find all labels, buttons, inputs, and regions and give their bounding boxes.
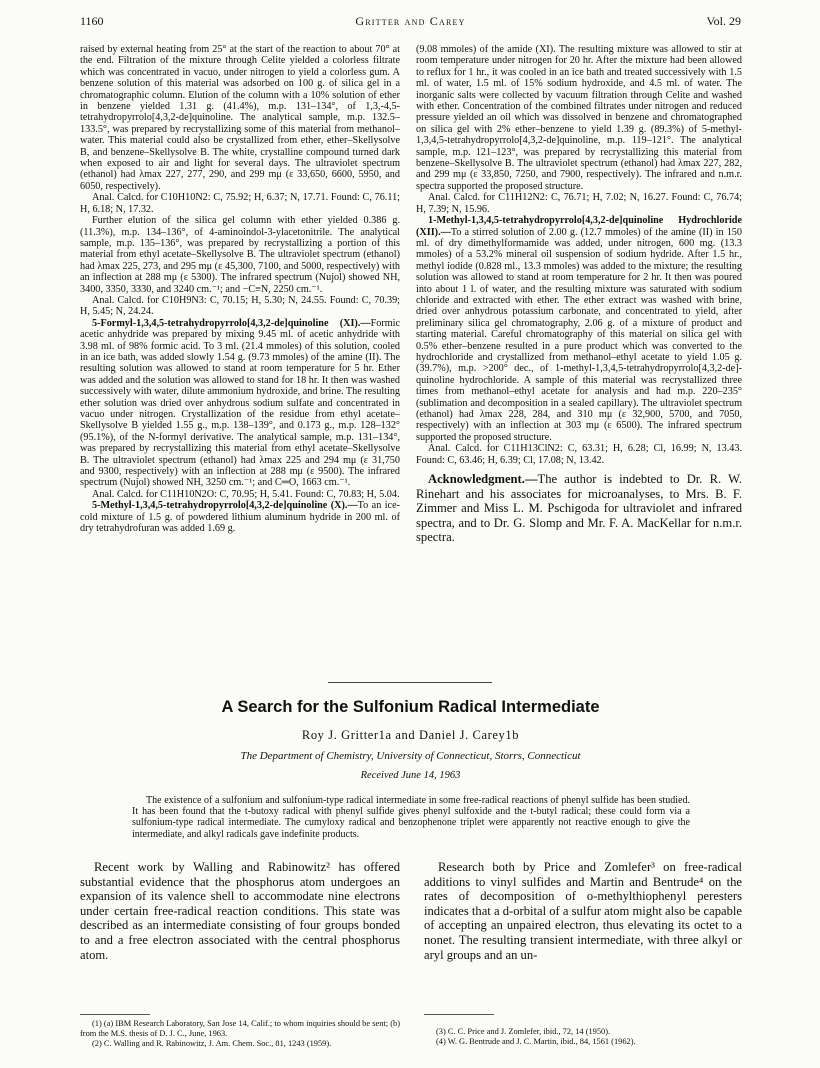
acknowledgment-heading: Acknowledgment.— — [428, 472, 538, 487]
paragraph — [80, 500, 400, 534]
paragraph-text: Formic acetic anhydride was prepared by mixing 9.45 ml. of acetic anhydride with 3.98 ml. of 98% formic acid. To 3 ml. (21.4 mmoles) of this solution, cooled in an ice bath, was added slowly 1.54 g. (9.73 mmoles) of the amine (II). The resulting solution was allowed to stand at room temperature for 5 hr. Ether was added and the solution was allowed to stand for 18 hr. It then was washed successively with water, dilute ammonium hydroxide, and brine. The resulting ether solution was dried over anhydrous sodium sulfate and concentrated in vacuo under nitrogen. Crystallization of the residue from ethyl acetate–Skellysolve B yielded 1.55 g., m.p. 138–139°, and 0.173 g., m.p. 128–132° (95.1%), of the N-formyl derivative. The analytical sample, m.p. 131–134°, was prepared by recrystallizing this material from ethyl acetate–Skellysolve B. The ultraviolet spectrum (ethanol) had λmax 225 and 294 mμ (ε 31,750 and 9300, respectively) with an inflection at 288 mμ (ε 9500). The infrared spectrum (Nujol) showed NH, 3250 cm.⁻¹; and C═O, 1663 cm.⁻¹. — [80, 317, 400, 489]
footnote-rule — [80, 1014, 150, 1015]
right-column — [416, 44, 742, 545]
acknowledgment-text: The author is indebted to Dr. R. W. Rinehart and his associates for microanalyses, to Mrs. B. F. Zimmer and Miss L. M. Pschigoda for ultraviolet and infrared spectra, and to Dr. G. Slomp and Mr. F. A. MacKellar for n.m.r. spectra. — [416, 472, 742, 545]
footnote: (4) W. G. Bentrude and J. C. Martin, ibid., 84, 1561 (1962). — [436, 1037, 636, 1046]
article-affiliation: The Department of Chemistry, University of Connecticut, Storrs, Connecticut — [240, 750, 581, 762]
footnotes-left — [80, 1019, 400, 1049]
analysis-line: Anal. Calcd. for C11H10N2O: C, 70.95; H, 5.41. Found: C, 70.83; H, 5.04. — [92, 488, 400, 500]
body-right: Research both by Price and Zomlefer³ on free-radical additions to vinyl sulfides and Martin and Bentrude⁴ on the rates of decomposition of o-methylthiophenyl peresters indicates that a d-orbital of a sulfur atom might also be capable of accepting an unpaired electron, thus elevating its octet to a nonet. The resulting transient intermediate, with three alkyl or aryl groups and an un- — [424, 860, 742, 962]
analysis-line: Anal. Calcd. for C11H12N2: C, 76.71; H, 7.02; N, 16.27. Found: C, 76.74; H, 7.39; N, 15.96. — [416, 192, 742, 215]
analysis-line: Anal. Calcd. for C11H13ClN2: C, 63.31; H, 6.28; Cl, 16.99; N, 13.43. Found: C, 63.46; H, 6.39; Cl, 17.08; N, 13.42. — [416, 443, 742, 466]
footnote: (3) C. C. Price and J. Zomlefer, ibid., 72, 14 (1950). — [436, 1027, 611, 1036]
volume-label: Vol. 29 — [706, 14, 741, 28]
section-divider — [328, 682, 492, 683]
footnote-rule — [424, 1014, 494, 1015]
paragraph: Further elution of the silica gel column with ether yielded 0.386 g. (11.3%), m.p. 134–136°, of 4-aminoindol-3-ylacetonitrile. The analytical sample, m.p. 135–136°, was prepared by recrystallizing a portion of this material from ethyl acetate–Skellysolve B. The ultraviolet spectrum (ethanol) had λmax 225, 273, and 295 mμ (ε 45,300, 7100, and 5000, respectively) with an inflection at 288 mμ (ε 5300). The infrared spectrum (Nujol) showed NH, 3400, 3350, 3330, and 3240 cm.⁻¹; and −C≡N, 2250 cm.⁻¹. — [80, 215, 400, 295]
running-header — [80, 14, 741, 30]
paragraph: (9.08 mmoles) of the amide (XI). The resulting mixture was allowed to stir at room temperature under nitrogen for 20 hr. After the mixture had been allowed to reflux for 1 hr., it was cooled in an ice bath and treated successively with 1.5 ml. of water, 1.5 ml. of 15% sodium hydroxide, and 4.5 ml. of water. The inorganic salts were collected by vacuum filtration through Celite and washed with ether. Concentration of the combined filtrates under nitrogen and reduced pressure yielded an oil which was dissolved in benzene and chromatographed on silica gel with 2% ether–benzene to yield 1.39 g. (89.3%) of 5-methyl-1,3,4,5-tetrahydropyrrolo[4,3,2-de]quinoline, m.p. 119–121°. The analytical sample, m.p. 121–123°, was prepared by recrystallizing this material from benzene–Skellysolve B. The ultraviolet spectrum (ethanol) had λmax 227, 282, and 299 mμ (ε 33,850, 7250, and 7900, respectively). The infrared and n.m.r. spectra supported the proposed structure. — [416, 44, 742, 192]
page-number: 1160 — [80, 14, 104, 28]
paragraph: raised by external heating from 25° at the start of the reaction to about 70° at the end. Filtration of the mixture through Celite yielded a colorless filtrate which was concentrated in vacuo, under nitrogen to yield a colorless gum. A benzene solution of this material was adsorbed on 100 g. of silica gel in a chromatographic column. Elution of the column with a 10% solution of ether in benzene yielded 1.31 g. (41.4%), m.p. 131–134°, of 1,3,-4,5-tetrahydropyrrolo[4,3,2-de]quinoline. The analytical sample, m.p. 132.5–133.5°, was prepared by recrystallizing some of this material from methanol–water. This material could also be crystallized from ether, ether–Skellysolve B, and benzene–Skellysolve B. The white, crystalline compound turned dark when exposed to air and light for several days. The ultraviolet spectrum (ethanol) had λmax 227, 277, 290, and 299 mμ (ε 33,650, 6600, 5950, and 6050, respectively). — [80, 44, 400, 192]
body-left: Recent work by Walling and Rabinowitz² has offered substantial evidence that the phosphorus atom undergoes an expansion of its valence shell to accommodate nine electrons under certain free-radical reaction conditions. This state was described as an intermediate consisting of four groups bonded to and a free electron associated with the central phosphorus atom. — [80, 860, 400, 962]
left-column — [80, 44, 400, 534]
footnotes-right — [424, 1027, 742, 1047]
article-title: A Search for the Sulfonium Radical Intermediate — [221, 698, 600, 716]
footnote: (2) C. Walling and R. Rabinowitz, J. Am. Chem. Soc., 81, 1243 (1959). — [92, 1039, 332, 1048]
footnote: (1) (a) IBM Research Laboratory, San Jose 14, Calif.; to whom inquiries should be sent; (b) from the M.S. thesis of D. J. C., June, 1963. — [80, 1019, 400, 1038]
compound-heading: 5-Formyl-1,3,4,5-tetrahydropyrrolo[4,3,2-de]quinoline (XI).— — [92, 317, 371, 329]
compound-heading: 1-Methyl-1,3,4,5-tetrahydropyrrolo[4,3,2-de]quinoline Hydrochloride (XII).— — [416, 215, 742, 238]
compound-heading: 5-Methyl-1,3,4,5-tetrahydropyrrolo[4,3,2-de]quinoline (X).— — [92, 500, 358, 512]
analysis-line: Anal. Calcd. for C10H9N3: C, 70.15; H, 5.30; N, 24.55. Found: C, 70.39; H, 5.45; N, 24.24. — [80, 294, 400, 318]
paragraph-text: To a stirred solution of 2.00 g. (12.7 mmoles) of the amine (II) in 150 ml. of dry dimethylformamide was added, under nitrogen, 600 mg. (13.3 mmoles) of a 53.2% mineral oil suspension of sodium hydride. After 1.5 hr., methyl iodide (0.828 ml., 13.3 mmoles) was added to the mixture; the resulting solution was allowed to stand at room temperature for 2 hr. It then was poured into about 1 l. of water, and the resulting mixture was saturated with sodium chloride and extracted with ether. The ether extract was washed with brine, dried over anhydrous potassium carbonate, and concentrated to yield, after preliminary silica gel chromatography, 2.06 g. of a mixture of product and starting material. Careful chromatography of this material on silica gel with 0.5% ether–benzene resulted in a pure product which was converted to the hydrochloride and crystallized from methanol–ethyl acetate to yield 1.05 g. (39.7%), m.p. >200° dec., of 1-methyl-1,3,4,5-tetrahydropyrrolo[4,3,2-de]-quinoline hydrochloride. A sample of this material was recrystallized three times from methanol–ethyl acetate for analysis and had m.p. 220–235° (sublimation and decomposition in a sealed capillary). The ultraviolet spectrum (ethanol) had λmax 228, 284, and 310 mμ (ε 32,900, 5700, and 7050, respectively) with an inflection at 303 mμ (ε 6500). The infrared spectrum supported the proposed structure. — [416, 226, 742, 443]
analysis-line: Anal. Calcd. for C10H10N2: C, 75.92; H, 6.37; N, 17.71. Found: C, 76.11; H, 6.18; N, 17.32. — [80, 192, 400, 215]
article-authors: Roy J. Gritter1a and Daniel J. Carey1b — [301, 728, 520, 742]
paragraph-text: To an ice-cold mixture of 1.5 g. of powdered lithium aluminum hydride in 200 ml. of dry tetrahydrofuran was added 1.69 g. — [80, 500, 400, 535]
received-date: Received June 14, 1963 — [360, 770, 461, 781]
abstract: The existence of a sulfonium and sulfonium-type radical intermediate in some free-radical reactions of phenyl sulfide has been studied. It has been found that the t-butoxy radical with phenyl sulfide gives phenyl sulfoxide and the t-butyl radical; these could form via a sulfonium-type radical intermediate. The cumyloxy radical and benzophenone triplet were apparently not reactive enough to give the intermediate, and alkyl radicals gave indefinite products. — [132, 795, 690, 840]
running-title: Gritter and Carey — [355, 14, 466, 28]
paragraph — [80, 318, 400, 489]
paragraph — [416, 215, 742, 443]
acknowledgment — [416, 472, 742, 545]
